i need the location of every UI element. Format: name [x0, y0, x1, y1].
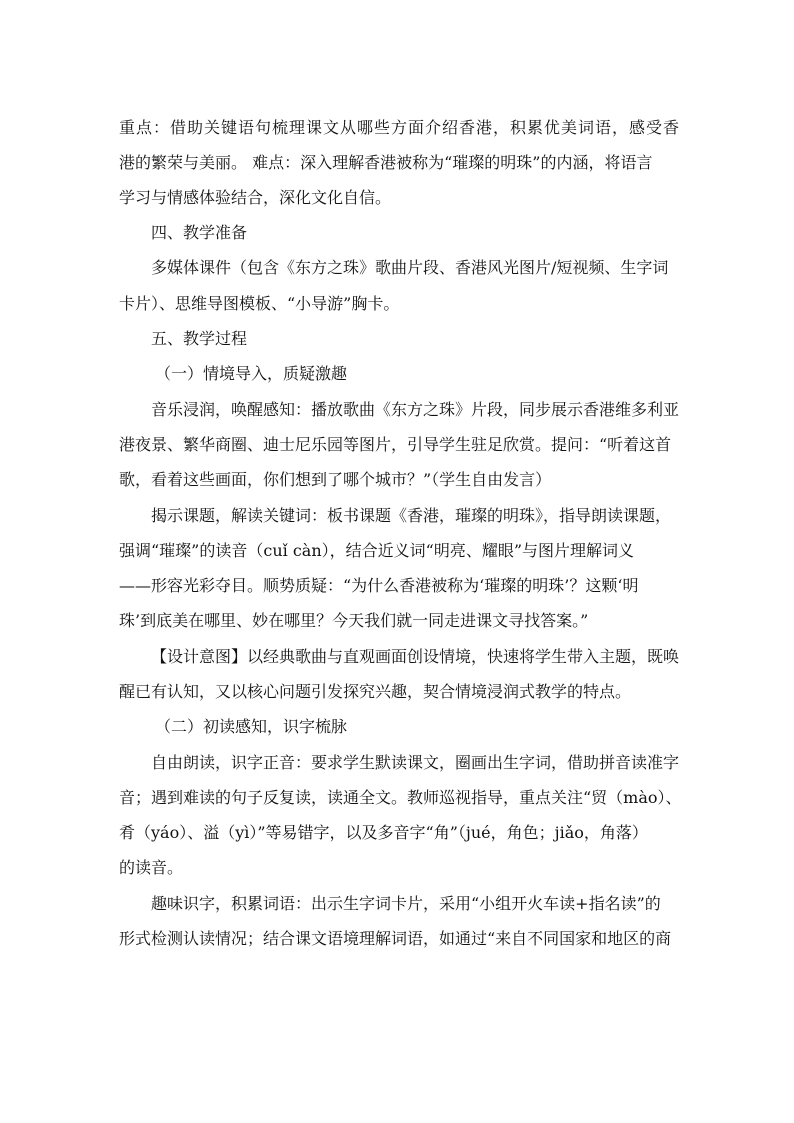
- design-intent-line: 【设计意图】以经典歌曲与直观画面创设情境，快速将学生带入主题，既唤: [151, 647, 680, 666]
- text-line: 多媒体课件（包含《东方之珠》歌曲片段、香港风光图片/短视频、生字词: [151, 258, 669, 277]
- text-line: 揭示课题，解读关键词：板书课题《香港，璀璨的明珠》，指导朗读课题，: [151, 506, 672, 525]
- subsection-heading: （二）初读感知，识字梳脉: [155, 717, 348, 736]
- text-line: ——形容光彩夺目。顺势质疑：“为什么香港被称为‘璀璨的明珠’？这颗‘明: [119, 576, 639, 595]
- text-line: 醒已有认知，又以核心问题引发探究兴趣，契合情境浸润式教学的特点。: [119, 682, 632, 701]
- text-line: 音；遇到难读的句子反复读，读通全文。教师巡视指导，重点关注“贸（mào）、: [119, 788, 682, 807]
- text-line: 强调“璀璨”的读音（cuǐ càn），结合近义词“明亮、耀眼”与图片理解词义: [119, 541, 634, 560]
- section-heading: 五、教学过程: [151, 329, 248, 348]
- text-line: 形式检测认读情况；结合课文语境理解词语，如通过“来自不同国家和地区的商: [119, 929, 672, 948]
- text-line: 音乐浸润，唤醒感知：播放歌曲《东方之珠》片段，同步展示香港维多利亚: [151, 400, 680, 419]
- text-line: 歌，看着这些画面，你们想到了哪个城市？”（学生自由发言）: [119, 470, 552, 489]
- subsection-heading: （一）情境导入，质疑激趣: [155, 364, 348, 383]
- text-line: 学习与情感体验结合，深化文化自信。: [119, 188, 392, 207]
- text-line: 港的繁荣与美丽。 难点：深入理解香港被称为“璀璨的明珠”的内涵，将语言: [119, 153, 653, 172]
- text-line: 趣味识字，积累词语：出示生字词卡片，采用“小组开火车读+指名读”的: [151, 894, 661, 913]
- text-line: 港夜景、繁华商圈、迪士尼乐园等图片，引导学生驻足欣赏。提问：“听着这首: [119, 435, 672, 454]
- text-line: 的读音。: [119, 858, 184, 877]
- section-heading: 四、教学准备: [151, 223, 248, 242]
- text-line: 肴（yáo）、溢（yì）”等易错字，以及多音字“角”（jué，角色；jiǎo，角落）: [119, 823, 648, 842]
- text-line: 重点：借助关键语句梳理课文从哪些方面介绍香港，积累优美词语，感受香: [119, 118, 679, 137]
- text-line: 自由朗读，识字正音：要求学生默读课文，圈画出生字词，借助拼音读准字: [151, 753, 680, 772]
- text-line: 珠’到底美在哪里、妙在哪里？今天我们就一同走进课文寻找答案。”: [119, 611, 589, 630]
- text-line: 卡片）、思维导图模板、“小导游”胸卡。: [119, 294, 400, 313]
